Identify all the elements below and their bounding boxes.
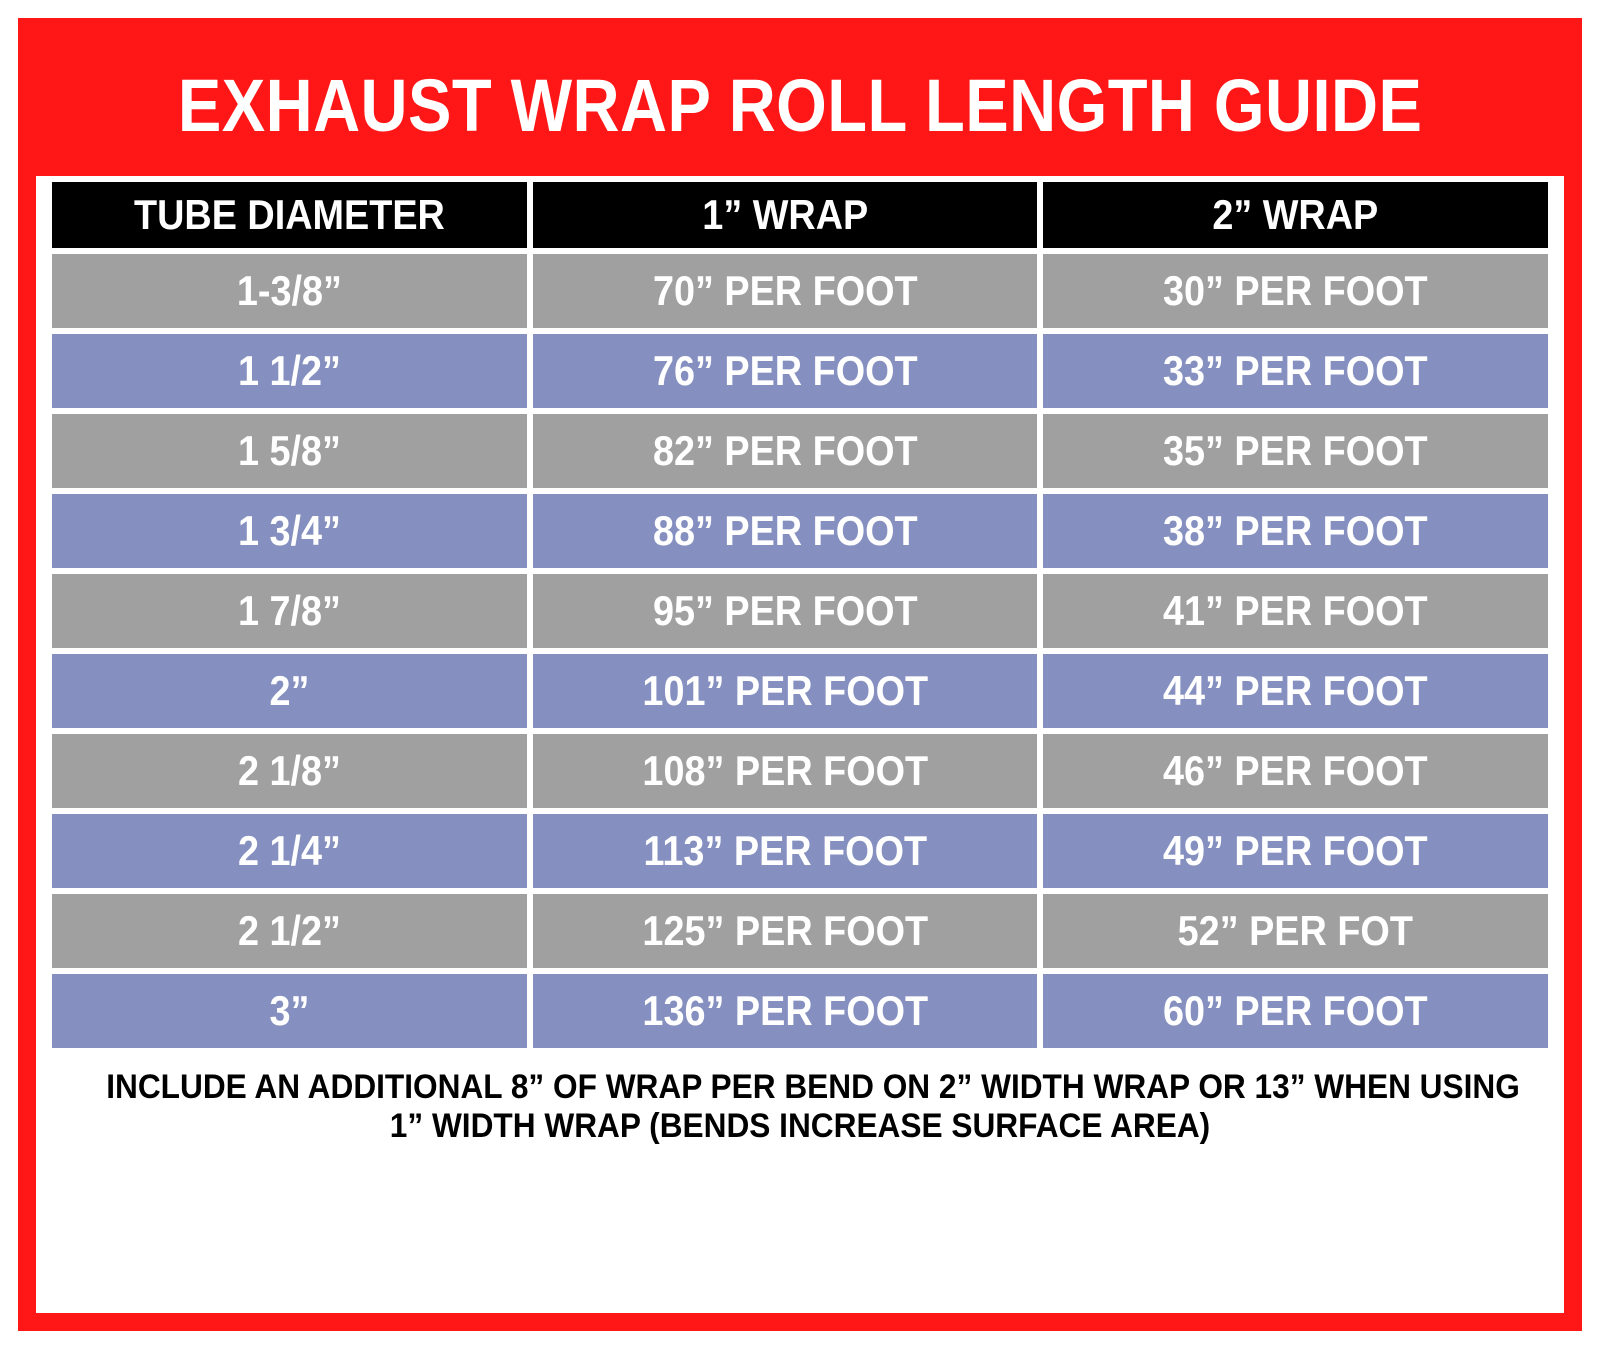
cell-value: 33” PER FOOT	[1163, 347, 1429, 394]
cell-value: 60” PER FOOT	[1163, 987, 1429, 1034]
cell-value: 2”	[269, 667, 310, 714]
table-row	[52, 974, 1548, 1048]
cell-value: 1 7/8”	[237, 587, 341, 634]
table-row	[52, 494, 1548, 568]
cell-value: 70” PER FOOT	[652, 267, 918, 314]
page-title: EXHAUST WRAP ROLL LENGTH GUIDE	[177, 64, 1423, 147]
cell-value: 108” PER FOOT	[642, 747, 928, 794]
cell-tube-diameter	[52, 334, 527, 408]
cell-value: 1 3/4”	[237, 507, 341, 554]
cell-value: 101” PER FOOT	[642, 667, 928, 714]
cell-2in-wrap	[1043, 814, 1548, 888]
cell-1in-wrap	[533, 254, 1038, 328]
table-header	[52, 182, 1548, 248]
cell-value: 41” PER FOOT	[1163, 587, 1429, 634]
cell-1in-wrap	[533, 734, 1038, 808]
cell-2in-wrap	[1043, 574, 1548, 648]
cell-tube-diameter	[52, 654, 527, 728]
cell-1in-wrap	[533, 414, 1038, 488]
column-header-tube-diameter-label: TUBE DIAMETER	[134, 191, 445, 238]
cell-1in-wrap	[533, 334, 1038, 408]
cell-tube-diameter	[52, 494, 527, 568]
guide-inner	[36, 36, 1564, 1313]
column-header-2in-wrap	[1043, 182, 1548, 248]
cell-value: 2 1/8”	[237, 747, 341, 794]
cell-value: 44” PER FOOT	[1163, 667, 1429, 714]
cell-tube-diameter	[52, 574, 527, 648]
table-row	[52, 734, 1548, 808]
cell-value: 88” PER FOOT	[652, 507, 918, 554]
footnote	[36, 1068, 1564, 1147]
cell-1in-wrap	[533, 654, 1038, 728]
cell-2in-wrap	[1043, 894, 1548, 968]
table-row	[52, 254, 1548, 328]
cell-1in-wrap	[533, 494, 1038, 568]
column-header-2in-wrap-label: 2” WRAP	[1212, 191, 1379, 238]
cell-2in-wrap	[1043, 654, 1548, 728]
cell-value: 30” PER FOOT	[1163, 267, 1429, 314]
cell-value: 52” PER FOT	[1178, 907, 1414, 954]
cell-tube-diameter	[52, 414, 527, 488]
footnote-line-2: 1” WIDTH WRAP (BENDS INCREASE SURFACE AREA)	[389, 1107, 1211, 1146]
table-row	[52, 894, 1548, 968]
table-row	[52, 654, 1548, 728]
cell-2in-wrap	[1043, 974, 1548, 1048]
column-header-1in-wrap	[533, 182, 1038, 248]
cell-tube-diameter	[52, 974, 527, 1048]
cell-tube-diameter	[52, 734, 527, 808]
cell-1in-wrap	[533, 814, 1038, 888]
cell-value: 95” PER FOOT	[652, 587, 918, 634]
table-row	[52, 574, 1548, 648]
cell-value: 2 1/4”	[237, 827, 341, 874]
cell-value: 76” PER FOOT	[652, 347, 918, 394]
cell-value: 82” PER FOOT	[652, 427, 918, 474]
table-row	[52, 414, 1548, 488]
cell-value: 1 1/2”	[237, 347, 341, 394]
cell-value: 136” PER FOOT	[642, 987, 928, 1034]
cell-2in-wrap	[1043, 334, 1548, 408]
cell-value: 38” PER FOOT	[1163, 507, 1429, 554]
cell-value: 2 1/2”	[237, 907, 341, 954]
title-bar	[36, 36, 1564, 176]
cell-value: 1-3/8”	[236, 267, 342, 314]
cell-2in-wrap	[1043, 414, 1548, 488]
cell-value: 46” PER FOOT	[1163, 747, 1429, 794]
cell-value: 113” PER FOOT	[643, 827, 927, 874]
table-body	[52, 254, 1548, 1048]
cell-value: 49” PER FOOT	[1163, 827, 1429, 874]
cell-value: 1 5/8”	[237, 427, 341, 474]
cell-1in-wrap	[533, 894, 1038, 968]
table-row	[52, 814, 1548, 888]
footnote-line-1: INCLUDE AN ADDITIONAL 8” OF WRAP PER BEND ON 2” WIDTH WRAP OR 13” WHEN USING	[106, 1068, 1520, 1106]
cell-value: 35” PER FOOT	[1163, 427, 1429, 474]
cell-value: 3”	[269, 987, 310, 1034]
cell-tube-diameter	[52, 254, 527, 328]
cell-value: 125” PER FOOT	[642, 907, 928, 954]
cell-1in-wrap	[533, 974, 1038, 1048]
column-header-tube-diameter	[52, 182, 527, 248]
table-header-row	[52, 182, 1548, 248]
cell-tube-diameter	[52, 814, 527, 888]
cell-2in-wrap	[1043, 734, 1548, 808]
column-header-1in-wrap-label: 1” WRAP	[702, 191, 869, 238]
cell-1in-wrap	[533, 574, 1038, 648]
cell-tube-diameter	[52, 894, 527, 968]
table-row	[52, 334, 1548, 408]
cell-2in-wrap	[1043, 494, 1548, 568]
wrap-length-table	[36, 176, 1564, 1054]
cell-2in-wrap	[1043, 254, 1548, 328]
guide-card	[18, 18, 1582, 1331]
